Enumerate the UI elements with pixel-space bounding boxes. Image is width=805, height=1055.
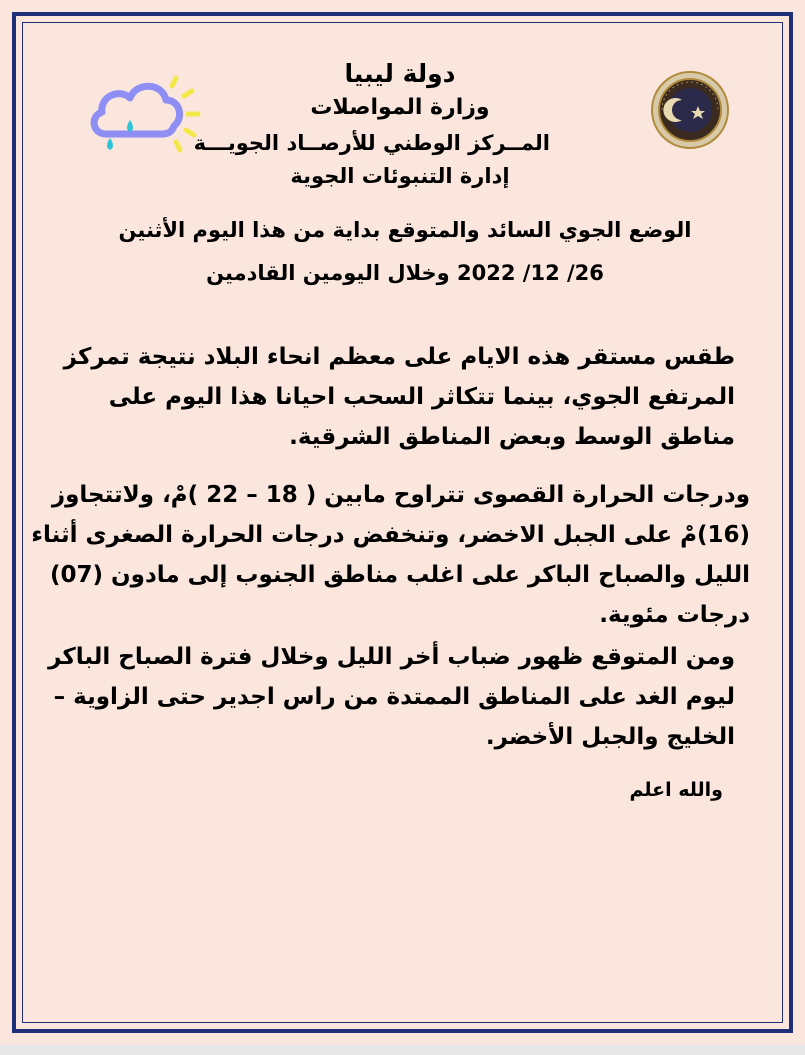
paragraph-temperatures (31, 475, 750, 635)
country-name: دولة ليبيا (344, 59, 456, 88)
paragraph-line: مناطق الوسط وبعض المناطق الشرقية. (289, 424, 735, 450)
paragraph-line: ومن المتوقع ظهور ضباب أخر الليل وخلال فترة الصباح الباكر (48, 644, 735, 670)
cloud-rain-sun-icon (86, 72, 204, 158)
title-line-1: الوضع الجوي السائد والمتوقع بداية من هذا اليوم الأثنين (118, 218, 692, 242)
center-name: المــركز الوطني للأرصــاد الجويـــة (193, 131, 550, 155)
paragraph-line: ودرجات الحرارة القصوى تتراوح مابين ( 18 – 22 )مْ، ولاتتجاوز (51, 482, 750, 508)
paragraph-line: الليل والصباح الباكر على اغلب مناطق الجنوب إلى مادون (07) (49, 562, 750, 588)
paragraph-line: الخليج والجبل الأخضر. (485, 724, 735, 750)
paragraph-general-weather (63, 337, 735, 457)
ministry-name: وزارة المواصلات (310, 95, 490, 120)
page-bottom-edge (0, 1045, 805, 1055)
department-name: إدارة التنبوئات الجوية (290, 164, 510, 188)
paragraph-line: طقس مستقر هذه الايام على معظم انحاء البلاد نتيجة تمركز (63, 344, 735, 370)
closing-phrase: والله اعلم (629, 779, 723, 801)
title-line-2: 26/ 12/ 2022 وخلال اليومين القادمين (206, 261, 604, 285)
paragraph-line: درجات مئوية. (599, 602, 750, 628)
paragraph-line: المرتفع الجوي، بينما تتكاثر السحب احيانا هذا اليوم على (108, 384, 735, 410)
paragraph-line: ليوم الغد على المناطق الممتدة من راس اجدير حتى الزاوية – (53, 684, 735, 710)
paragraph-line: (16)مْ على الجبل الاخضر، وتنخفض درجات الحرارة الصغرى أثناء (31, 522, 750, 548)
ministry-seal-icon (650, 70, 730, 158)
letterhead (193, 58, 550, 192)
report-title (60, 212, 750, 298)
paragraph-fog (48, 637, 735, 757)
